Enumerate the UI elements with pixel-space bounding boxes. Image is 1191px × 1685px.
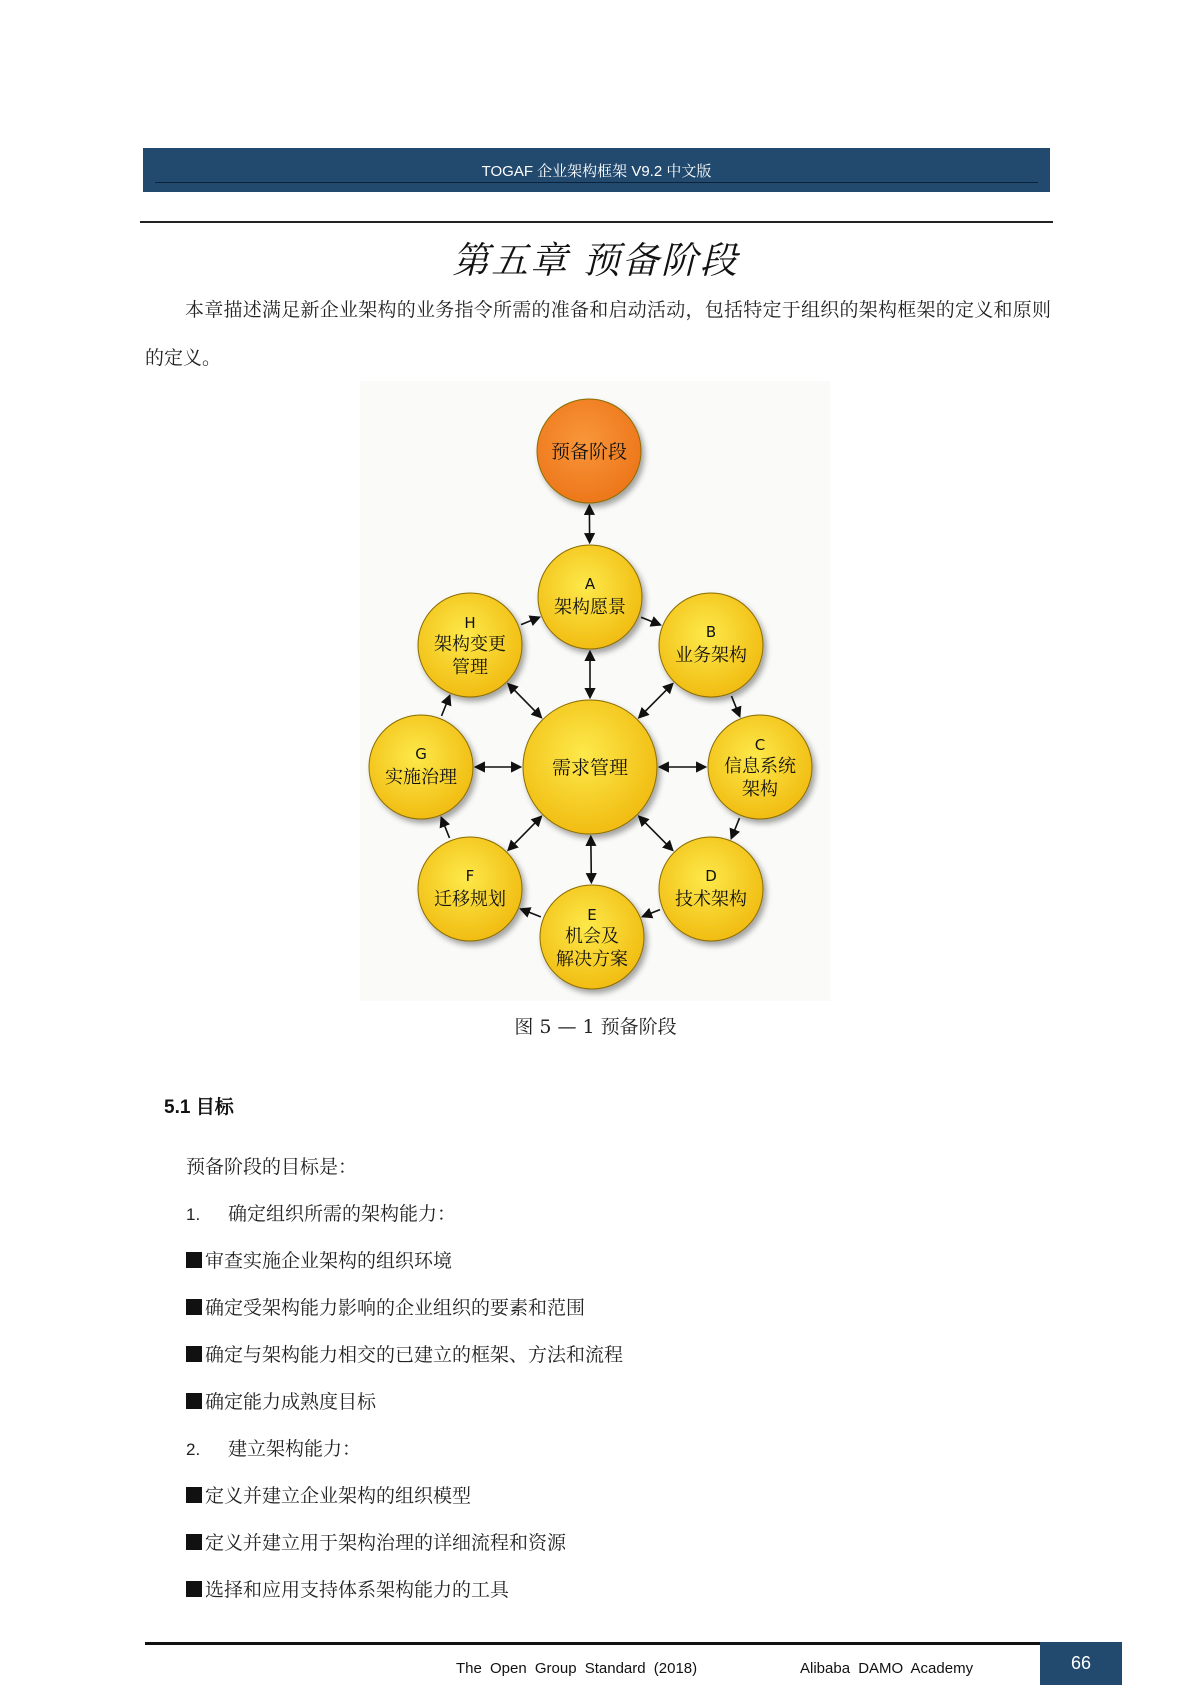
phase-d-letter: D [705,867,717,885]
bullet-item: 确定与架构能力相交的已建立的框架、方法和流程 [186,1340,623,1367]
phase-c-label-line2: 架构 [742,779,778,800]
objective-item-1 [186,1199,456,1226]
footer-publisher: Alibaba DAMO Academy [800,1660,974,1677]
objective-item-2 [186,1434,361,1461]
square-bullet-icon [186,1487,202,1503]
arrow-cycle-f-to-g [441,818,449,838]
arrow-center-to-h [509,684,541,717]
arrow-cycle-h-to-a [521,617,539,624]
phase-h-letter: H [464,614,476,632]
page-number: 66 [1040,1642,1122,1685]
bullet-item: 定义并建立企业架构的组织模型 [186,1481,471,1508]
arrow-cycle-g-to-h [441,696,449,716]
phase-b-letter: B [705,623,717,641]
item-text: 确定组织所需的架构能力： [228,1203,457,1225]
phase-e-label: 机会及 [565,926,619,947]
phase-e-label-line2: 解决方案 [556,949,628,970]
adm-cycle-diagram [360,381,830,1001]
header-divider [155,182,1038,183]
square-bullet-icon [186,1346,202,1362]
header-title: TOGAF 企业架构框架 V9.2 中文版 [481,162,712,180]
arrow-cycle-e-to-f [521,909,541,917]
square-bullet-icon [186,1299,202,1315]
bullet-item: 选择和应用支持体系架构能力的工具 [186,1575,509,1602]
figure-caption: 图 5 — 1 预备阶段 [514,1016,677,1038]
phase-e-letter: E [587,906,597,924]
phase-h-label: 架构变更 [434,634,506,655]
section-heading: 5.1 目标 [164,1097,234,1118]
bullet-item: 审查实施企业架构的组织环境 [186,1246,452,1273]
top-rule [140,221,1053,223]
square-bullet-icon [186,1581,202,1597]
requirements-management-label: 需求管理 [551,757,629,779]
arrow-center-to-e [591,837,592,882]
document-header [143,148,1050,192]
item-number: 2. [186,1440,201,1459]
phase-b-label: 业务架构 [675,645,747,666]
phase-c-letter: C [754,736,766,754]
footer-standard: The Open Group Standard (2018) [456,1660,698,1677]
square-bullet-icon [186,1252,202,1268]
phase-a-label: 架构愿景 [554,597,626,618]
phase-f-letter: F [465,867,475,885]
item-number: 1. [186,1205,201,1224]
preliminary-phase-figure [360,381,830,1001]
arrow-center-to-d [639,817,672,850]
arrow-center-to-f [509,817,541,850]
phase-g-letter: G [415,745,427,763]
item-text: 建立架构能力： [228,1438,362,1460]
phase-g-label: 实施治理 [385,767,457,788]
footer-rule [145,1642,1050,1645]
square-bullet-icon [186,1393,202,1409]
phase-d-label: 技术架构 [675,889,747,910]
phase-a-letter: A [584,575,596,593]
phase-f-label: 迁移规划 [434,889,506,910]
bullet-item: 确定能力成熟度目标 [186,1387,376,1414]
arrow-cycle-b-to-c [731,696,739,716]
intro-paragraph: 本章描述满足新企业架构的业务指令所需的准备和启动活动，包括特定于组织的架构框架的定义和原则的定义。 [145,299,1051,369]
preliminary-phase-label: 预备阶段 [550,441,628,463]
square-bullet-icon [186,1534,202,1550]
arrow-cycle-c-to-d [731,818,739,838]
bullet-item: 确定受架构能力影响的企业组织的要素和范围 [186,1293,585,1320]
bullet-item: 定义并建立用于架构治理的详细流程和资源 [186,1528,566,1555]
objectives-intro: 预备阶段的目标是： [186,1156,358,1178]
arrow-cycle-a-to-b [641,617,660,624]
phase-h-label-line2: 管理 [452,657,488,678]
arrow-cycle-d-to-e [643,910,660,917]
arrow-center-to-b [639,684,672,717]
phase-c-label: 信息系统 [724,756,796,777]
chapter-title: 第五章 预备阶段 [452,239,739,282]
